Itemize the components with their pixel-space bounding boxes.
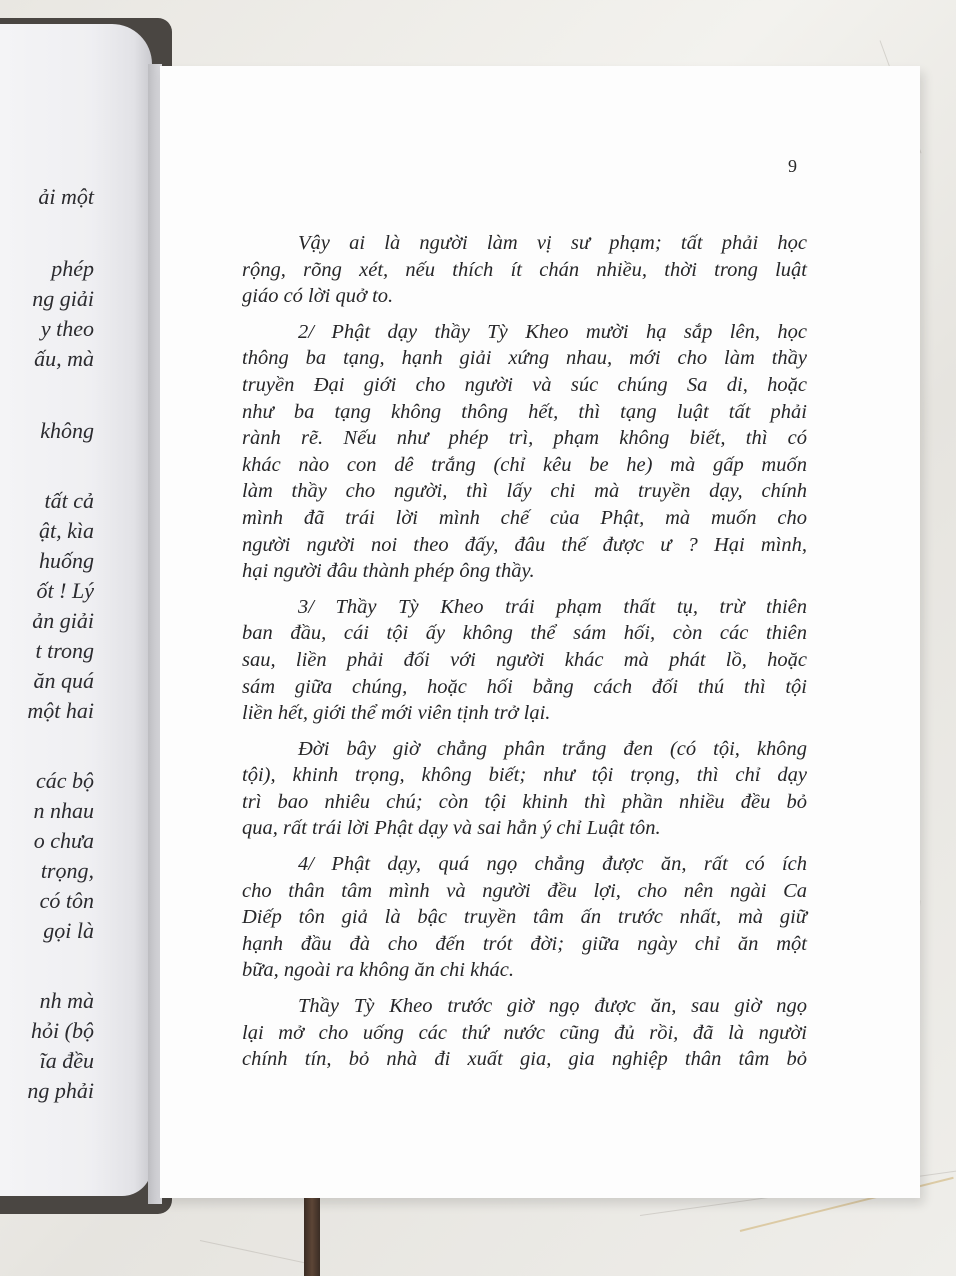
bookmark-ribbon[interactable] [304,1198,320,1276]
text-line: trì bao nhiêu chú; còn tội khinh thì phần nhiều đều bỏ [242,790,807,813]
text-line: bữa, ngoài ra không ăn chi khác. [242,959,514,982]
text-line: khác nào con dê trắng (chỉ kêu be he) mà gấp muốn [242,453,807,476]
left-page-line: ấu, mà [34,346,94,371]
text-line: lại mở cho uống các thứ nước cũng đủ rồi, đã là người [242,1021,807,1044]
text-line: thông ba tạng, hạnh giải xứng nhau, mới cho làm thầy [242,347,807,370]
left-page-line: hỏi (bộ [31,1018,94,1043]
text-line: chính tín, bỏ nhà đi xuất gia, gia nghiệp thân tâm bỏ [242,1048,807,1071]
left-page-line: ng giải [32,286,94,311]
text-line: Vậy ai là người làm vị sư phạm; tất phải học [298,232,807,254]
left-page-line: nh mà [39,988,94,1013]
text-line: cho thân tâm mình và người đều lợi, cho nên ngài Ca [242,879,807,902]
text-line: truyền Đại giới cho người và súc chúng Sa di, hoặc [242,373,807,396]
text-line: tội), khinh trọng, không biết; như tội trọng, thì chỉ dạy [242,764,807,787]
text-line: sám giữa chúng, hoặc hối bằng cách đối thú thì tội [242,675,807,698]
left-page-line: ăn quá [33,668,94,693]
text-line: liền hết, giới thể mới viên tịnh trở lại. [242,702,551,725]
left-page-line: ng phải [27,1078,94,1103]
text-line: qua, rất trái lời Phật dạy và sai hẳn ý chỉ Luật tôn. [242,817,661,840]
text-line: như ba tạng không thông hết, thì tạng luật tất phải [242,400,807,423]
left-page-line: các bộ [35,768,94,793]
left-page-line: t trong [35,638,94,663]
left-page-line: một hai [27,698,94,723]
right-page [160,66,920,1198]
left-page-line: ĩa đều [39,1048,94,1073]
text-line: người người noi theo đấy, đâu thế được ư ? Hại mình, [242,533,807,556]
text-line: Đời bây giờ chẳng phân trắng đen (có tội, không [298,737,807,760]
marble-vein [200,1240,318,1266]
text-line: ban đầu, cái tội ấy không thể sám hối, còn các thiên [242,622,807,645]
text-line: 3/ Thầy Tỳ Kheo trái phạm thất tụ, trừ thiên [298,595,807,618]
left-page-line: ản giải [32,608,94,633]
text-line: mình đã trái lời mình chế của Phật, mà muốn cho [242,506,807,529]
text-line: 4/ Phật dạy, quá ngọ chẳng được ăn, rất có ích [298,853,807,876]
text-line: sau, liền phải đối với người khác mà phát lồ, hoặc [242,648,807,671]
page-number: 9 [788,156,797,176]
left-page-line: có tôn [39,888,94,913]
text-line: rộng, rõng xét, nếu thích ít chán nhiều, thời trong luật [242,258,807,281]
left-page-line: n nhau [33,798,94,823]
text-line: hạnh đầu đà cho đến trót đời; giữa ngày chỉ ăn một [242,932,807,955]
left-page-line: tất cả [44,488,94,513]
text-line: Diếp tôn giả là bậc truyền tâm ấn trước nhất, mà giữ [242,906,807,929]
text-line: làm thầy cho người, thì lấy chi mà truyền dạy, chính [242,480,807,503]
left-page-line: trọng, [40,858,94,883]
left-page-line: phép [51,256,94,281]
left-page-line: gọi là [43,918,94,943]
left-page [0,24,152,1196]
text-line: giáo có lời quở to. [242,285,394,308]
left-page-line: y theo [40,316,94,341]
left-page-line: không [40,418,94,443]
left-page-line: o chưa [33,828,94,853]
text-line: rành rẽ. Nếu như phép trì, phạm không biết, thì có [242,427,807,450]
page-body-text [242,230,807,1073]
left-page-line: huống [39,548,94,573]
left-page-line: ải một [38,184,94,209]
left-page-line: ốt ! Lý [36,578,94,603]
text-line: 2/ Phật dạy thầy Tỳ Kheo mười hạ sắp lên, học [298,320,807,343]
text-line: Thầy Tỳ Kheo trước giờ ngọ được ăn, sau giờ ngọ [298,995,807,1018]
text-line: hại người đâu thành phép ông thầy. [242,560,535,583]
left-page-line: ật, kìa [39,518,94,543]
